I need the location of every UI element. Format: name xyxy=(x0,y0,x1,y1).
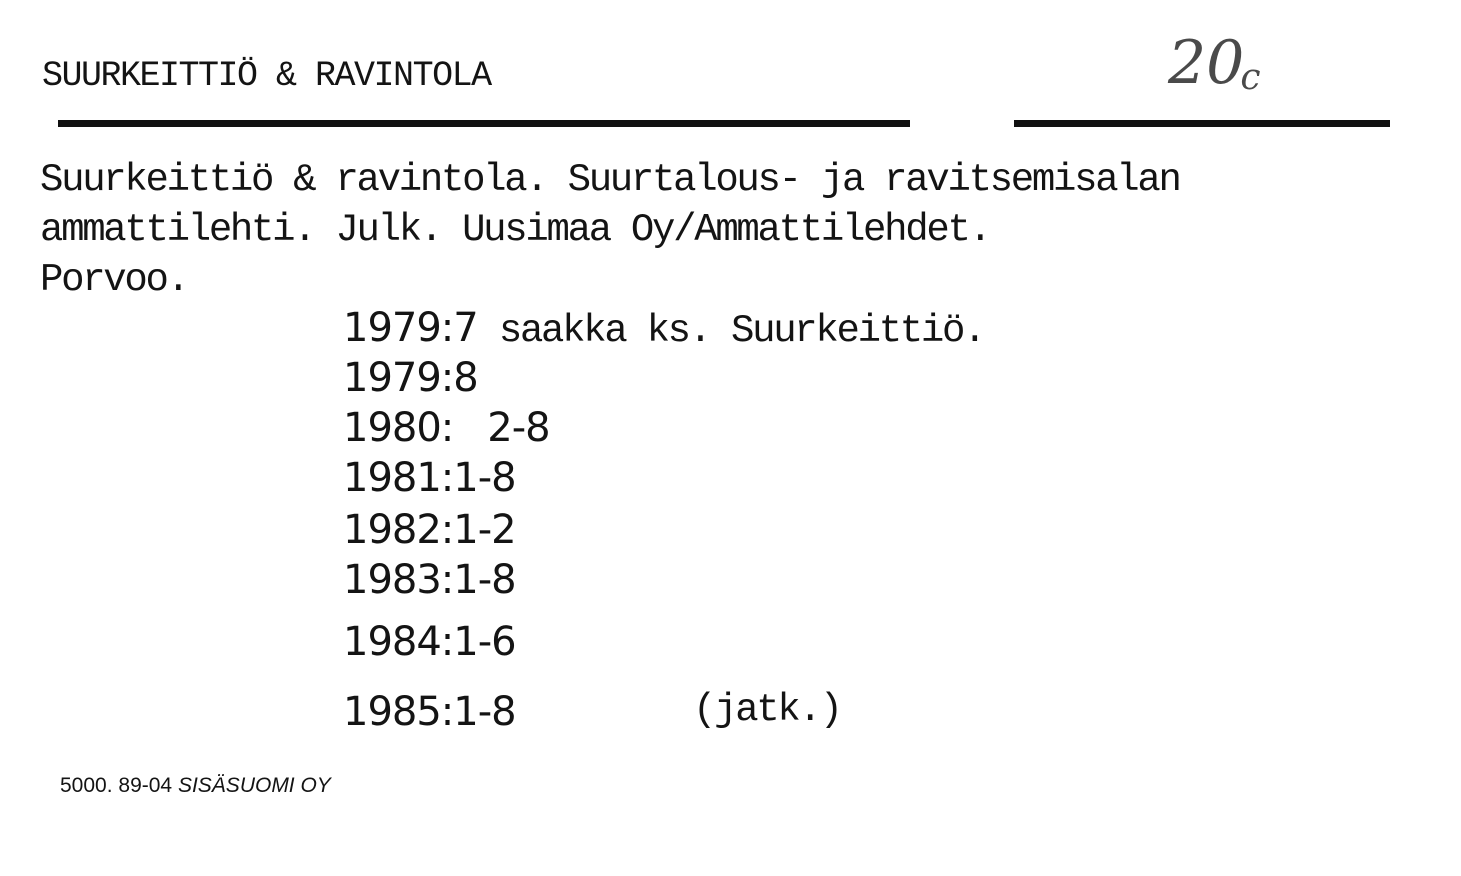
card-title: SUURKEITTIÖ & RAVINTOLA xyxy=(42,56,491,96)
holding-year: 1984: xyxy=(343,619,454,665)
holding-entry xyxy=(343,506,516,553)
title-rule-left xyxy=(58,120,910,127)
holding-year: 1981: xyxy=(343,455,454,501)
title-rule-right xyxy=(1014,120,1390,127)
holding-year: 1983: xyxy=(343,557,454,603)
holding-entry xyxy=(343,556,516,603)
holding-year: 1980: xyxy=(343,405,454,451)
holding-range: 1-6 xyxy=(453,619,516,665)
handwritten-shelf-mark xyxy=(1168,28,1265,98)
holding-entry xyxy=(343,618,516,665)
holding-entry xyxy=(343,688,516,735)
holding-year: 1985: xyxy=(343,689,454,735)
description-line: Suurkeittiö & ravintola. Suurtalous- ja ravitsemisalan xyxy=(40,158,1180,202)
holding-range: 2-8 xyxy=(487,405,550,451)
holding-range: 1-8 xyxy=(453,455,516,501)
description-line: ammattilehti. Julk. Uusimaa Oy/Ammattilehdet. xyxy=(40,208,990,252)
description-line: Porvoo. xyxy=(40,258,188,302)
shelf-mark-suffix: c xyxy=(1240,57,1261,98)
holding-range: 1-8 xyxy=(453,557,516,603)
holding-range: 1-8 xyxy=(453,689,516,735)
holding-entry xyxy=(343,454,516,501)
holding-year: 1979:7 xyxy=(343,305,478,351)
holding-entry xyxy=(343,404,550,451)
continued-label: (jatk.) xyxy=(693,688,841,732)
printer-code: 5000. 89-04 xyxy=(60,774,173,797)
holding-year: 1982: xyxy=(343,507,454,553)
printer-imprint xyxy=(60,774,331,798)
holding-year: 1979:8 xyxy=(343,355,478,401)
printer-name: SISÄSUOMI OY xyxy=(177,774,331,797)
shelf-mark-number: 20 xyxy=(1168,28,1245,98)
holding-entry xyxy=(343,354,478,401)
holding-range: 1-2 xyxy=(453,507,516,553)
holding-entry xyxy=(343,304,984,353)
holding-note: saakka ks. Suurkeittiö. xyxy=(477,309,985,353)
